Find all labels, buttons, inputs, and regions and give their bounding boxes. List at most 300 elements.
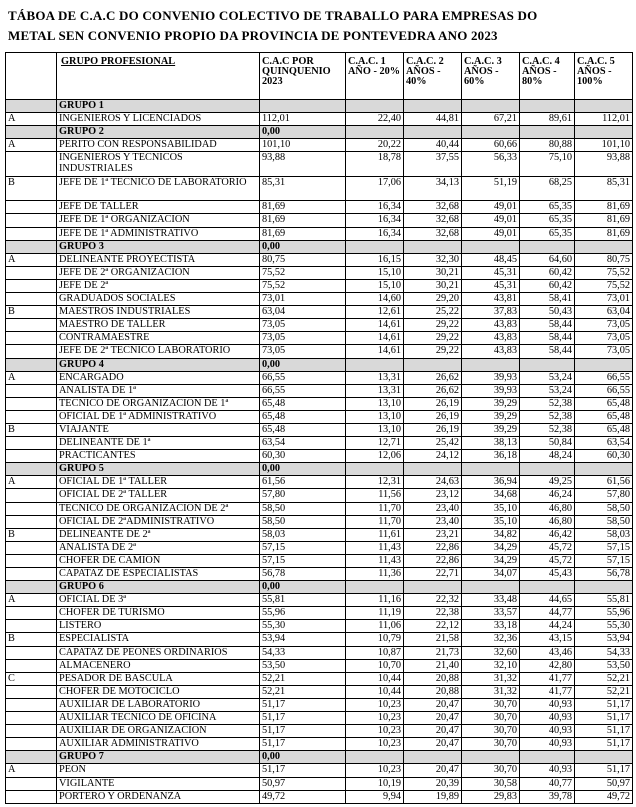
table-row: [6, 279, 633, 292]
row-class: [6, 279, 57, 292]
row-category: MAESTROS INDUSTRIALES: [57, 306, 260, 319]
row-year-2: 29,22: [404, 319, 462, 332]
row-year-4: 89,61: [520, 113, 575, 126]
row-category: AUXILIAR DE ORGANIZACION: [57, 725, 260, 738]
row-category: OFICIAL DE 1ª ADMINISTRATIVO: [57, 410, 260, 423]
group-empty-cell: [575, 100, 633, 113]
group-empty-cell: [575, 581, 633, 594]
row-year-5: 55,30: [575, 620, 633, 633]
row-year-4: 45,72: [520, 541, 575, 554]
row-year-4: 50,84: [520, 437, 575, 450]
row-year-2: 44,81: [404, 113, 462, 126]
row-year-4: 65,35: [520, 201, 575, 214]
group-empty-cell: [520, 581, 575, 594]
row-category: DELINEANTE DE 1ª: [57, 437, 260, 450]
header-year-1: C.A.C. 1 AÑO - 20%: [346, 53, 404, 100]
row-class: [6, 568, 57, 581]
row-category: ALMACENERO: [57, 659, 260, 672]
row-cac: 57,15: [260, 554, 346, 567]
row-year-5: 58,50: [575, 515, 633, 528]
row-year-1: 11,56: [346, 489, 404, 502]
row-class: [6, 725, 57, 738]
row-year-5: 57,15: [575, 541, 633, 554]
row-year-2: 19,89: [404, 790, 462, 803]
row-class: B: [6, 176, 57, 201]
row-class: [6, 214, 57, 227]
table-row: [6, 659, 633, 672]
row-year-5: 51,17: [575, 712, 633, 725]
row-year-2: 22,38: [404, 607, 462, 620]
group-empty-cell: [346, 358, 404, 371]
row-category: ANALISTA DE 2ª: [57, 541, 260, 554]
row-category: PEON: [57, 764, 260, 777]
row-year-2: 24,12: [404, 450, 462, 463]
row-year-4: 46,42: [520, 528, 575, 541]
group-empty-cell: [462, 240, 520, 253]
row-class: A: [6, 764, 57, 777]
row-cac: 60,30: [260, 450, 346, 463]
row-year-3: 39,29: [462, 397, 520, 410]
row-cac: 80,75: [260, 253, 346, 266]
row-year-5: 52,21: [575, 672, 633, 685]
table-row: [6, 214, 633, 227]
row-category: ESPECIALISTA: [57, 633, 260, 646]
row-class: B: [6, 633, 57, 646]
row-category: AUXILIAR DE LABORATORIO: [57, 698, 260, 711]
row-class: [6, 646, 57, 659]
row-year-5: 65,48: [575, 423, 633, 436]
group-class-cell: [6, 581, 57, 594]
row-year-2: 23,12: [404, 489, 462, 502]
group-empty-cell: [404, 126, 462, 139]
row-year-1: 12,71: [346, 437, 404, 450]
table-row: [6, 139, 633, 152]
row-year-1: 10,23: [346, 698, 404, 711]
row-year-2: 25,42: [404, 437, 462, 450]
row-year-2: 26,62: [404, 384, 462, 397]
title-line-2: METAL SEN CONVENIO PROPIO DA PROVINCIA DE PONTEVEDRA ANO 2023: [8, 28, 498, 43]
table-row: [6, 384, 633, 397]
row-year-3: 32,36: [462, 633, 520, 646]
row-year-5: 73,05: [575, 319, 633, 332]
row-year-2: 20,47: [404, 764, 462, 777]
row-year-2: 21,58: [404, 633, 462, 646]
group-cac: 0,00: [260, 126, 346, 139]
group-class-cell: [6, 463, 57, 476]
row-category: PESADOR DE BASCULA: [57, 672, 260, 685]
row-year-2: 24,63: [404, 476, 462, 489]
row-year-3: 51,19: [462, 176, 520, 201]
row-year-2: 30,21: [404, 266, 462, 279]
row-year-4: 40,77: [520, 777, 575, 790]
table-row: [6, 738, 633, 751]
row-year-1: 13,31: [346, 371, 404, 384]
row-class: B: [6, 528, 57, 541]
row-cac: 66,55: [260, 384, 346, 397]
table-row: [6, 253, 633, 266]
group-empty-cell: [462, 581, 520, 594]
row-year-5: 85,31: [575, 176, 633, 201]
row-year-5: 56,78: [575, 568, 633, 581]
row-year-3: 35,10: [462, 515, 520, 528]
row-cac: 51,17: [260, 725, 346, 738]
row-cac: 81,69: [260, 201, 346, 214]
row-year-3: 35,10: [462, 502, 520, 515]
row-year-2: 26,19: [404, 410, 462, 423]
row-year-2: 21,40: [404, 659, 462, 672]
row-year-2: 20,47: [404, 712, 462, 725]
group-empty-cell: [575, 463, 633, 476]
group-cac: 0,00: [260, 581, 346, 594]
table-row: [6, 725, 633, 738]
row-year-4: 45,72: [520, 554, 575, 567]
row-class: [6, 332, 57, 345]
table-row: [6, 554, 633, 567]
row-category: OFICIAL DE 2ªADMINISTRATIVO: [57, 515, 260, 528]
row-year-4: 49,25: [520, 476, 575, 489]
row-year-3: 33,18: [462, 620, 520, 633]
row-year-1: 10,70: [346, 659, 404, 672]
row-category: CONTRAMAESTRE: [57, 332, 260, 345]
table-row: [6, 345, 633, 358]
group-empty-cell: [520, 463, 575, 476]
row-year-1: 11,06: [346, 620, 404, 633]
row-year-4: 43,46: [520, 646, 575, 659]
group-empty-cell: [575, 240, 633, 253]
row-year-4: 44,24: [520, 620, 575, 633]
row-class: A: [6, 139, 57, 152]
row-year-3: 49,01: [462, 214, 520, 227]
group-empty-cell: [346, 751, 404, 764]
header-year-4: C.A.C. 4 AÑOS - 80%: [520, 53, 575, 100]
row-year-1: 11,43: [346, 554, 404, 567]
group-empty-cell: [404, 751, 462, 764]
row-year-3: 31,32: [462, 672, 520, 685]
row-category: JEFE DE 1ª TECNICO DE LABORATORIO: [57, 176, 260, 201]
table-row: [6, 152, 633, 177]
table-row: [6, 515, 633, 528]
row-cac: 73,05: [260, 319, 346, 332]
row-year-3: 43,83: [462, 319, 520, 332]
group-empty-cell: [404, 240, 462, 253]
row-year-1: 10,23: [346, 725, 404, 738]
row-year-3: 30,70: [462, 698, 520, 711]
row-cac: 49,72: [260, 790, 346, 803]
row-cac: 85,31: [260, 176, 346, 201]
row-year-4: 46,24: [520, 489, 575, 502]
row-year-1: 12,61: [346, 306, 404, 319]
header-year-2: C.A.C. 2 AÑOS - 40%: [404, 53, 462, 100]
row-category: AUXILIAR ADMINISTRATIVO: [57, 738, 260, 751]
row-cac: 53,50: [260, 659, 346, 672]
row-category: CHOFER DE MOTOCICLO: [57, 685, 260, 698]
group-empty-cell: [462, 100, 520, 113]
group-class-cell: [6, 126, 57, 139]
row-category: OFICIAL DE 2ª TALLER: [57, 489, 260, 502]
row-year-2: 21,73: [404, 646, 462, 659]
row-year-5: 51,17: [575, 738, 633, 751]
group-empty-cell: [575, 126, 633, 139]
table-row: [6, 620, 633, 633]
row-year-3: 43,81: [462, 293, 520, 306]
row-year-5: 52,21: [575, 685, 633, 698]
row-year-2: 32,68: [404, 201, 462, 214]
row-year-5: 54,33: [575, 646, 633, 659]
row-year-5: 51,17: [575, 725, 633, 738]
row-year-2: 22,86: [404, 541, 462, 554]
row-year-4: 50,43: [520, 306, 575, 319]
group-empty-cell: [520, 240, 575, 253]
row-cac: 58,50: [260, 502, 346, 515]
group-empty-cell: [404, 463, 462, 476]
group-empty-cell: [404, 581, 462, 594]
row-cac: 63,04: [260, 306, 346, 319]
group-header-row: [6, 126, 633, 139]
row-year-5: 73,01: [575, 293, 633, 306]
row-year-5: 49,72: [575, 790, 633, 803]
header-year-5: C.A.C. 5 AÑOS - 100%: [575, 53, 633, 100]
row-year-2: 20,39: [404, 777, 462, 790]
row-year-1: 11,19: [346, 607, 404, 620]
table-row: [6, 712, 633, 725]
row-year-4: 60,42: [520, 266, 575, 279]
row-year-3: 31,32: [462, 685, 520, 698]
table-row: [6, 332, 633, 345]
row-class: A: [6, 476, 57, 489]
row-year-5: 51,17: [575, 698, 633, 711]
row-year-1: 12,31: [346, 476, 404, 489]
row-year-3: 32,10: [462, 659, 520, 672]
row-year-4: 52,38: [520, 410, 575, 423]
group-header-row: [6, 581, 633, 594]
row-year-4: 68,25: [520, 176, 575, 201]
row-year-1: 22,40: [346, 113, 404, 126]
row-class: C: [6, 672, 57, 685]
row-cac: 51,17: [260, 738, 346, 751]
table-row: [6, 502, 633, 515]
row-year-5: 65,48: [575, 410, 633, 423]
row-year-4: 53,24: [520, 384, 575, 397]
row-year-5: 66,55: [575, 371, 633, 384]
row-year-3: 39,93: [462, 384, 520, 397]
table-row: [6, 423, 633, 436]
document-title: [8, 6, 628, 46]
table-row: [6, 306, 633, 319]
row-class: [6, 450, 57, 463]
row-cac: 52,21: [260, 685, 346, 698]
row-class: A: [6, 253, 57, 266]
row-class: [6, 437, 57, 450]
row-year-2: 32,68: [404, 227, 462, 240]
group-name: GRUPO 3: [57, 240, 260, 253]
row-year-4: 53,24: [520, 371, 575, 384]
row-year-2: 26,19: [404, 423, 462, 436]
group-header-row: [6, 751, 633, 764]
row-year-1: 13,10: [346, 423, 404, 436]
table-row: [6, 777, 633, 790]
table-row: [6, 646, 633, 659]
row-year-1: 10,19: [346, 777, 404, 790]
group-empty-cell: [520, 126, 575, 139]
row-category: TECNICO DE ORGANIZACION DE 2ª: [57, 502, 260, 515]
row-class: [6, 410, 57, 423]
group-empty-cell: [462, 463, 520, 476]
row-cac: 58,50: [260, 515, 346, 528]
row-year-3: 43,83: [462, 332, 520, 345]
row-year-3: 60,66: [462, 139, 520, 152]
row-class: B: [6, 306, 57, 319]
row-class: [6, 489, 57, 502]
row-year-5: 81,69: [575, 201, 633, 214]
row-year-4: 58,44: [520, 319, 575, 332]
row-year-1: 18,78: [346, 152, 404, 177]
row-class: [6, 777, 57, 790]
group-name: GRUPO 7: [57, 751, 260, 764]
row-year-4: 65,35: [520, 227, 575, 240]
header-class: [6, 53, 57, 100]
row-category: CHOFER DE TURISMO: [57, 607, 260, 620]
row-year-1: 16,34: [346, 227, 404, 240]
row-year-2: 20,47: [404, 738, 462, 751]
row-year-5: 55,81: [575, 594, 633, 607]
row-year-4: 39,78: [520, 790, 575, 803]
row-year-5: 57,15: [575, 554, 633, 567]
table-row: [6, 489, 633, 502]
row-cac: 51,17: [260, 698, 346, 711]
row-cac: 73,01: [260, 293, 346, 306]
row-year-4: 48,24: [520, 450, 575, 463]
group-empty-cell: [346, 100, 404, 113]
row-year-1: 16,34: [346, 201, 404, 214]
row-category: JEFE DE 2ª ORGANIZACION: [57, 266, 260, 279]
row-year-1: 11,43: [346, 541, 404, 554]
row-cac: 57,15: [260, 541, 346, 554]
row-category: INGENIEROS Y LICENCIADOS: [57, 113, 260, 126]
row-category: VIGILANTE: [57, 777, 260, 790]
row-year-2: 26,19: [404, 397, 462, 410]
row-category: DELINEANTE DE 2ª: [57, 528, 260, 541]
group-header-row: [6, 240, 633, 253]
group-empty-cell: [462, 358, 520, 371]
row-cac: 58,03: [260, 528, 346, 541]
row-category: OFICIAL DE 1ª TALLER: [57, 476, 260, 489]
row-category: INGENIEROS Y TECNICOS INDUSTRIALES: [57, 152, 260, 177]
row-year-2: 40,44: [404, 139, 462, 152]
row-year-5: 66,55: [575, 384, 633, 397]
group-name: GRUPO 1: [57, 100, 260, 113]
group-empty-cell: [346, 240, 404, 253]
row-class: A: [6, 594, 57, 607]
group-name: GRUPO 2: [57, 126, 260, 139]
row-category: PORTERO Y ORDENANZA: [57, 790, 260, 803]
row-year-2: 29,22: [404, 345, 462, 358]
row-year-5: 63,04: [575, 306, 633, 319]
row-year-3: 39,29: [462, 410, 520, 423]
row-year-1: 20,22: [346, 139, 404, 152]
row-category: LISTERO: [57, 620, 260, 633]
row-cac: 81,69: [260, 227, 346, 240]
row-category: GRADUADOS SOCIALES: [57, 293, 260, 306]
row-cac: 75,52: [260, 279, 346, 292]
table-row: [6, 790, 633, 803]
row-year-2: 34,13: [404, 176, 462, 201]
row-year-2: 29,20: [404, 293, 462, 306]
group-empty-cell: [346, 463, 404, 476]
row-cac: 51,17: [260, 712, 346, 725]
row-class: [6, 607, 57, 620]
row-class: [6, 293, 57, 306]
row-year-1: 11,70: [346, 515, 404, 528]
group-header-row: [6, 358, 633, 371]
row-year-3: 33,57: [462, 607, 520, 620]
row-cac: 66,55: [260, 371, 346, 384]
row-cac: 56,78: [260, 568, 346, 581]
row-category: JEFE DE 1ª ORGANIZACION: [57, 214, 260, 227]
row-year-5: 57,80: [575, 489, 633, 502]
row-year-4: 58,44: [520, 345, 575, 358]
row-year-4: 52,38: [520, 397, 575, 410]
group-empty-cell: [462, 751, 520, 764]
row-category: PERITO CON RESPONSABILIDAD: [57, 139, 260, 152]
row-class: [6, 201, 57, 214]
row-year-1: 15,10: [346, 279, 404, 292]
row-year-4: 43,15: [520, 633, 575, 646]
row-year-1: 16,15: [346, 253, 404, 266]
row-category: JEFE DE 2ª: [57, 279, 260, 292]
row-cac: 55,30: [260, 620, 346, 633]
row-year-5: 112,01: [575, 113, 633, 126]
row-cac: 54,33: [260, 646, 346, 659]
row-year-3: 32,60: [462, 646, 520, 659]
row-year-2: 25,22: [404, 306, 462, 319]
table-row: [6, 437, 633, 450]
row-category: TECNICO DE ORGANIZACION DE 1ª: [57, 397, 260, 410]
row-year-2: 22,71: [404, 568, 462, 581]
row-year-4: 40,93: [520, 698, 575, 711]
table-row: [6, 450, 633, 463]
table-row: [6, 293, 633, 306]
header-year-3: C.A.C. 3 AÑOS - 60%: [462, 53, 520, 100]
row-year-3: 34,07: [462, 568, 520, 581]
row-year-4: 40,93: [520, 764, 575, 777]
row-year-4: 41,77: [520, 685, 575, 698]
table-row: [6, 266, 633, 279]
row-year-2: 23,40: [404, 502, 462, 515]
row-category: ANALISTA DE 1ª: [57, 384, 260, 397]
row-year-5: 61,56: [575, 476, 633, 489]
row-year-5: 81,69: [575, 214, 633, 227]
row-year-5: 58,03: [575, 528, 633, 541]
title-line-1: TÁBOA DE C.A.C DO CONVENIO COLECTIVO DE TRABALLO PARA EMPRESAS DO: [8, 8, 538, 23]
row-year-1: 12,06: [346, 450, 404, 463]
table-row: [6, 113, 633, 126]
row-year-3: 43,83: [462, 345, 520, 358]
row-class: [6, 227, 57, 240]
row-year-5: 58,50: [575, 502, 633, 515]
row-class: [6, 620, 57, 633]
group-name: GRUPO 6: [57, 581, 260, 594]
row-year-3: 36,94: [462, 476, 520, 489]
cac-table: [5, 52, 633, 804]
row-year-4: 46,80: [520, 502, 575, 515]
table-row: [6, 319, 633, 332]
row-year-3: 34,68: [462, 489, 520, 502]
row-year-2: 32,30: [404, 253, 462, 266]
row-year-1: 10,23: [346, 738, 404, 751]
row-year-3: 45,31: [462, 279, 520, 292]
group-empty-cell: [520, 358, 575, 371]
row-year-2: 37,55: [404, 152, 462, 177]
